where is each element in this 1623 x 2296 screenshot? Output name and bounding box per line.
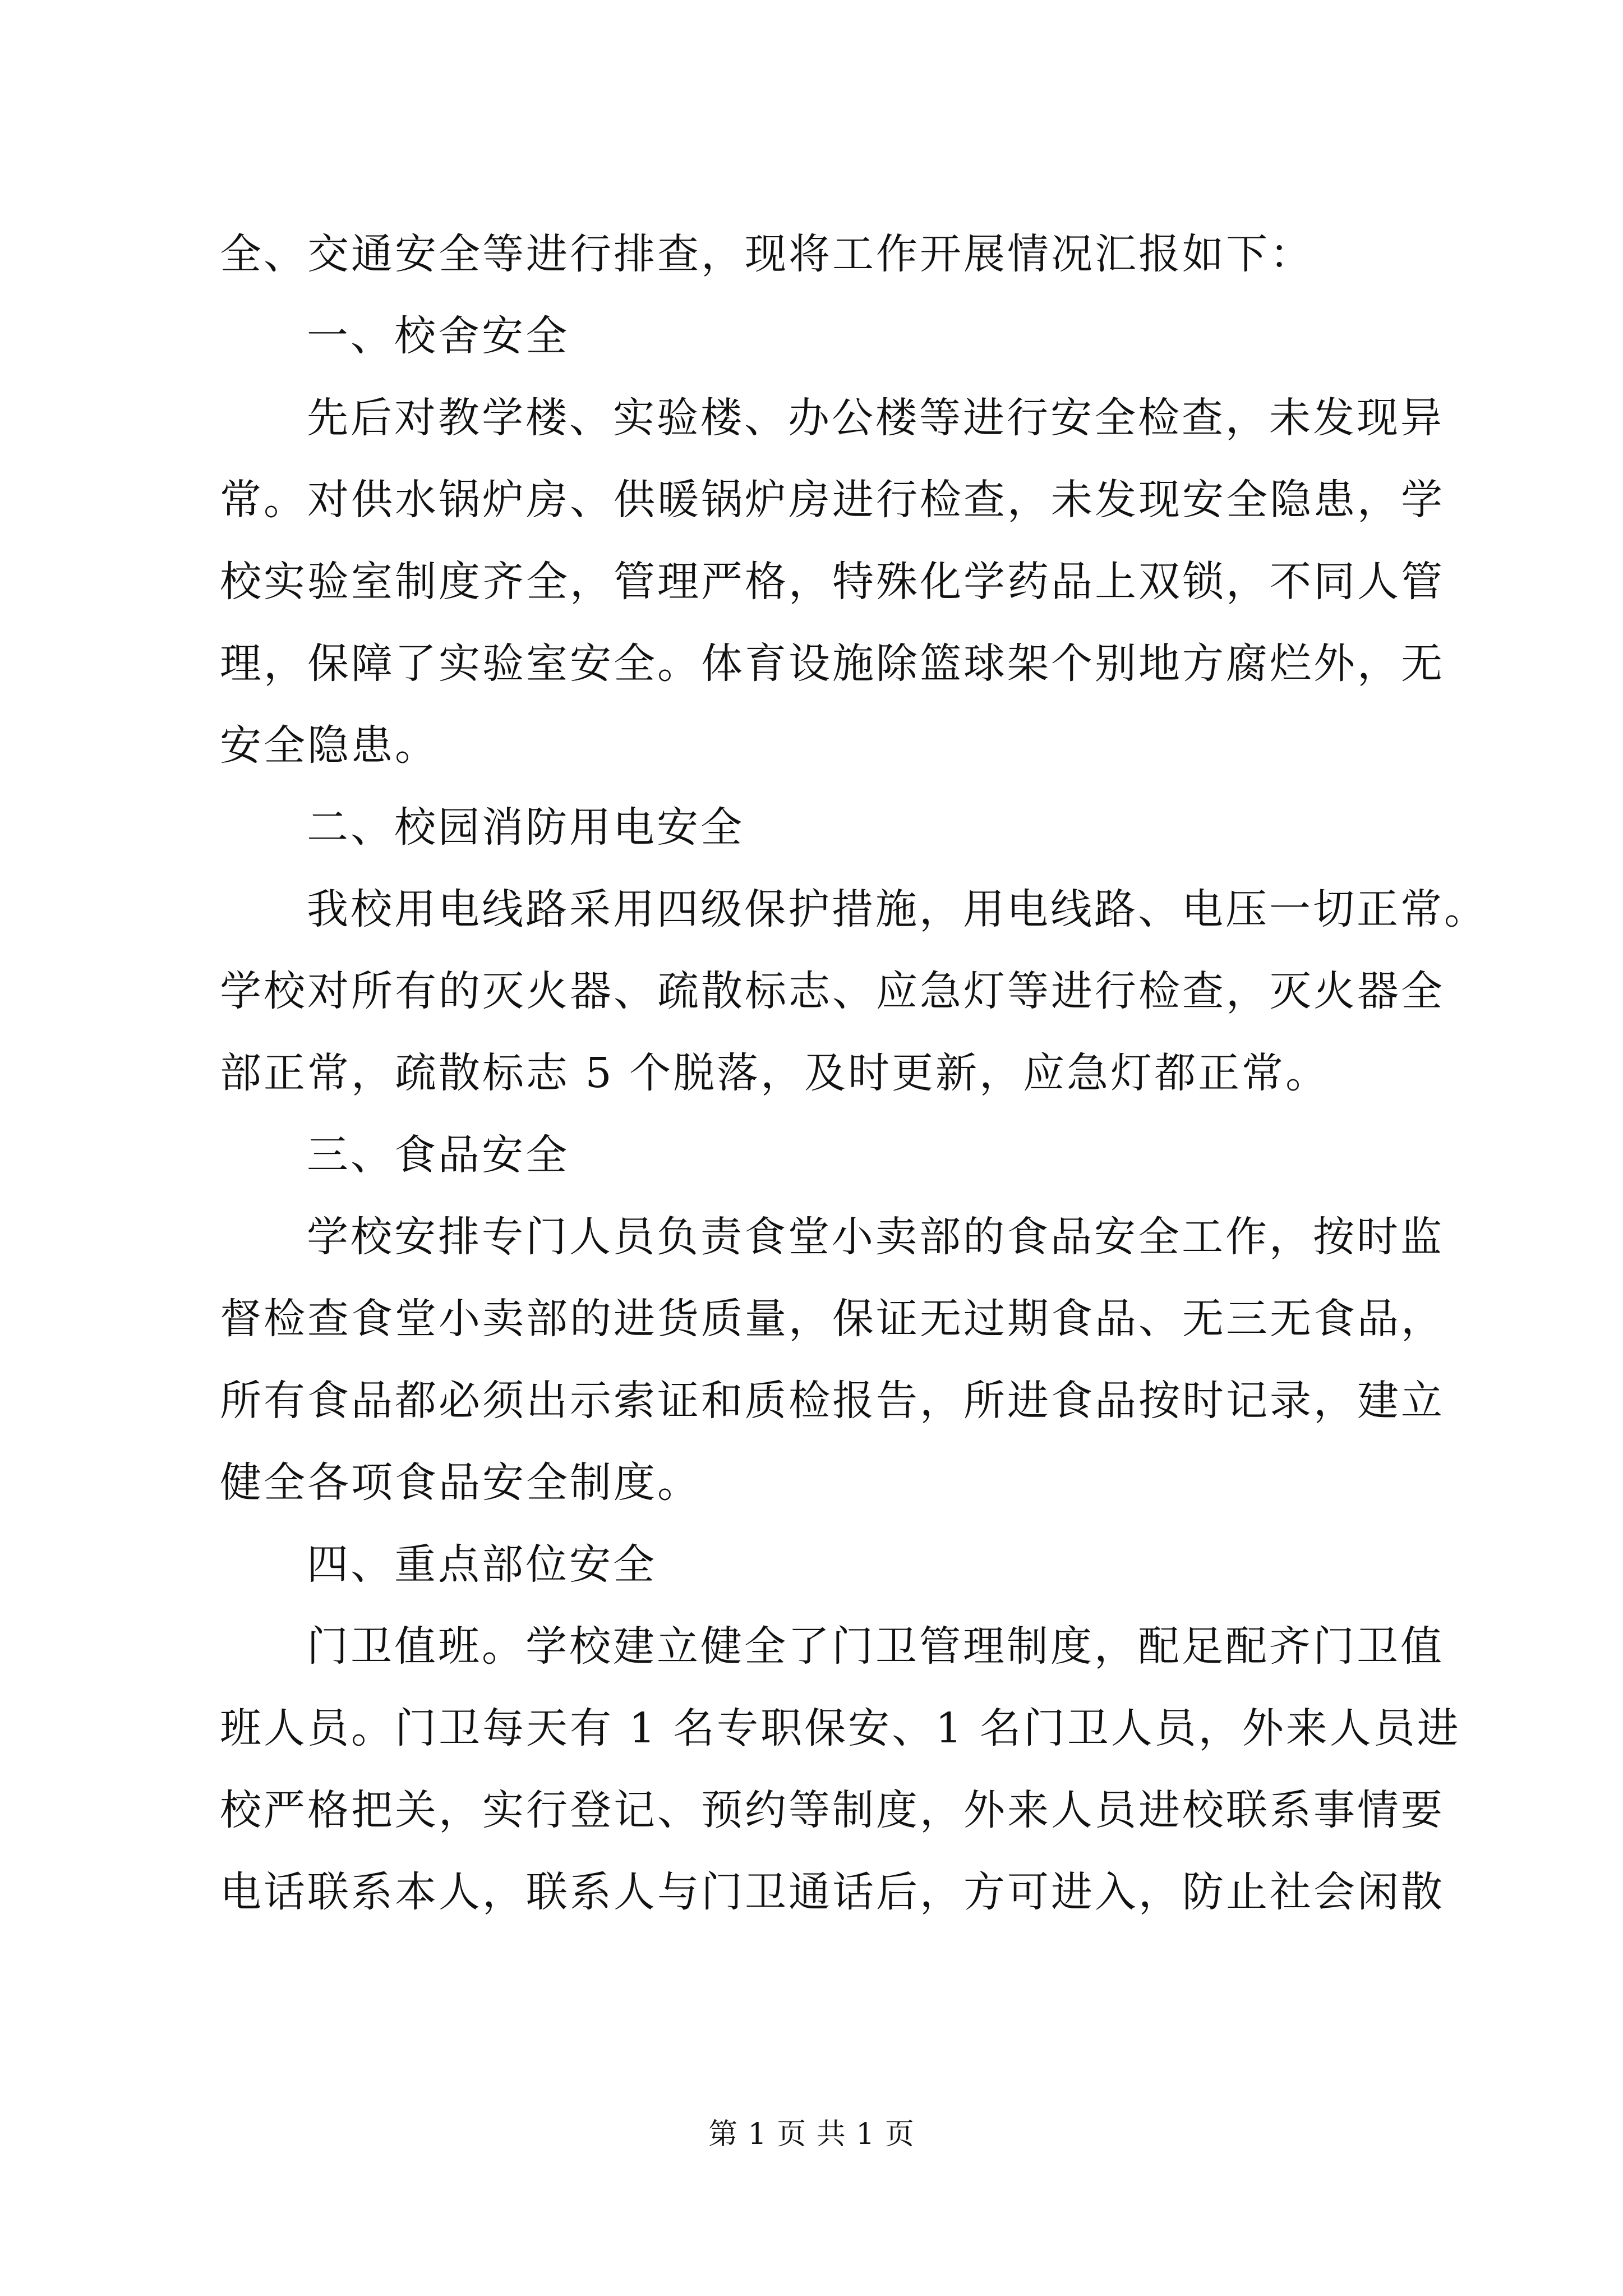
section-heading-1: 一、校舍安全	[307, 312, 569, 360]
text-line-3: 先后对教学楼、实验楼、办公楼等进行安全检查，未发现异	[307, 394, 1444, 442]
text-line-21: 电话联系本人，联系人与门卫通话后，方可进入，防止社会闲散	[220, 1868, 1445, 1916]
text-line-16: 健全各项食品安全制度。	[220, 1458, 701, 1507]
text-line-7: 安全隐患。	[220, 721, 439, 770]
text-line-9: 我校用电线路采用四级保护措施，用电线路、电压一切正常。	[307, 885, 1488, 933]
text-line-1: 全、交通安全等进行排查，现将工作开展情况汇报如下：	[220, 230, 1313, 278]
text-line-5: 校实验室制度齐全，管理严格，特殊化学药品上双锁，不同人管	[220, 558, 1445, 606]
text-line-19: 班人员。门卫每天有 1 名专职保安、1 名门卫人员，外来人员进	[220, 1704, 1461, 1752]
section-heading-4: 四、重点部位安全	[307, 1540, 657, 1589]
section-heading-2: 二、校园消防用电安全	[307, 803, 744, 852]
text-line-6: 理，保障了实验室安全。体育设施除篮球架个别地方腐烂外，无	[220, 639, 1445, 688]
section-heading-3: 三、食品安全	[307, 1131, 569, 1179]
text-line-10: 学校对所有的灭火器、疏散标志、应急灯等进行检查，灭火器全	[220, 967, 1445, 1015]
text-line-15: 所有食品都必须出示索证和质检报告，所进食品按时记录，建立	[220, 1377, 1445, 1425]
text-line-13: 学校安排专门人员负责食堂小卖部的食品安全工作，按时监	[307, 1213, 1444, 1261]
text-line-18: 门卫值班。学校建立健全了门卫管理制度，配足配齐门卫值	[307, 1622, 1444, 1671]
text-line-14: 督检查食堂小卖部的进货质量，保证无过期食品、无三无食品，	[220, 1295, 1445, 1343]
text-line-4: 常。对供水锅炉房、供暖锅炉房进行检查，未发现安全隐患，学	[220, 476, 1445, 524]
page-footer: 第 1 页 共 1 页	[708, 2118, 915, 2151]
text-line-11: 部正常，疏散标志 5 个脱落，及时更新，应急灯都正常。	[220, 1049, 1330, 1097]
document-body	[220, 213, 1488, 1933]
text-line-20: 校严格把关，实行登记、预约等制度，外来人员进校联系事情要	[220, 1786, 1445, 1834]
